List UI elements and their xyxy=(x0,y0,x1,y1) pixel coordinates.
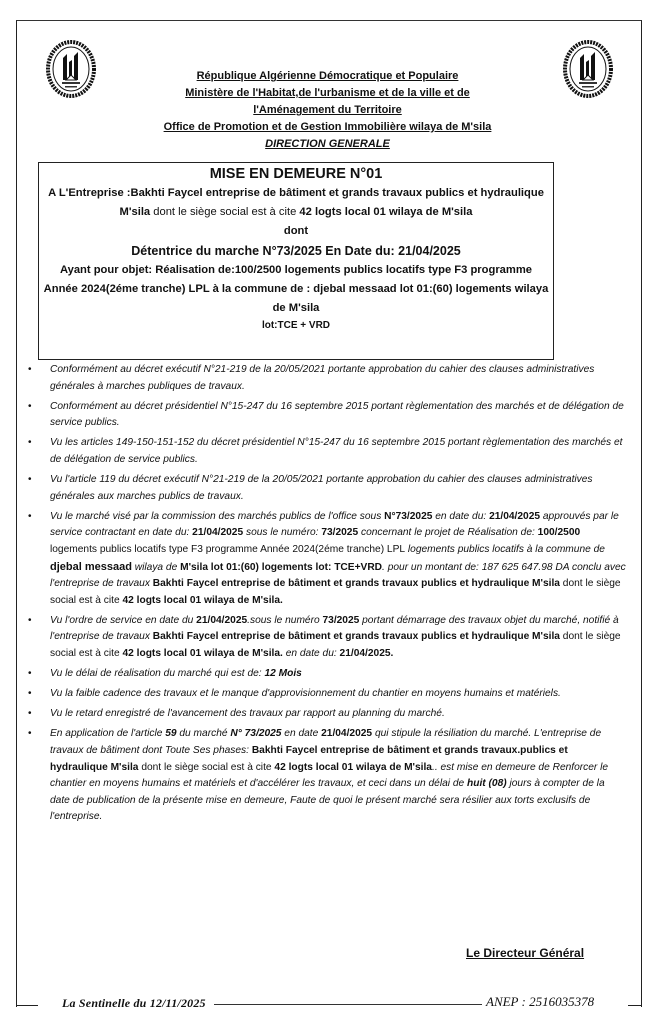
duration: 12 Mois xyxy=(264,668,302,680)
item-text: Vu l'article 119 du décret exécutif N°21-219 de la 20/05/2021 portante approbation du cahier des clauses administratives générales aux marches publics de travaux. xyxy=(50,474,593,502)
commune-name: djebal messaad xyxy=(50,560,132,573)
lot-detail: M'sila lot 01:(60) logements lot: TCE+VRD xyxy=(180,561,383,573)
notice-title: MISE EN DEMEURE N°01 xyxy=(209,166,383,182)
notice-addressee xyxy=(39,184,553,222)
item-text: wilaya de xyxy=(131,561,181,573)
opgi-emblem-left-icon xyxy=(46,40,96,98)
frame-corner-right xyxy=(628,1005,641,1006)
market-number: N°73/2025 xyxy=(384,510,433,522)
header-direction: DIRECTION GENERALE xyxy=(265,138,390,150)
addressee-prefix: A L'Entreprise : xyxy=(48,187,131,199)
frame-corner-left xyxy=(16,1005,38,1006)
header-ministry: Ministère de l'Habitat,de l'urbanisme et de la ville et de xyxy=(185,87,470,99)
footer-divider xyxy=(214,1004,482,1005)
list-item xyxy=(26,726,626,826)
notice-dont: dont xyxy=(283,225,309,237)
item-text: dont le siège social est à cite xyxy=(50,578,621,606)
list-item xyxy=(26,509,626,610)
header-ministry-cont: l'Aménagement du Territoire xyxy=(253,104,402,116)
amount-text: . pour un montant de: 187 625 647.98 DA conclu avec l'entreprise de travaux xyxy=(50,561,626,590)
list-item xyxy=(26,706,626,723)
seat-prefix: dont le siège social est à cite xyxy=(150,206,300,218)
signature-title: Le Directeur Général xyxy=(466,946,585,960)
item-text: Vu le délai de réalisation du marché qui est de: xyxy=(50,668,265,680)
company-name: Bakhti Faycel entreprise de bâtiment et grands travaux publics et hydraulique M'sila xyxy=(119,187,544,218)
opgi-emblem-right-icon xyxy=(563,40,613,98)
notice-box xyxy=(38,162,554,360)
market-number: N° 73/2025 xyxy=(230,728,282,740)
seat-address: 42 logts local 01 wilaya de M'sila. xyxy=(122,594,283,606)
housing-count: 100/2500 xyxy=(537,527,581,539)
item-text: .. est mise en demeure de Renforcer le chantier en moyens humains et matériels et d'accélérer les travaux, et ceci dans un délai de xyxy=(50,761,609,790)
notice-lot: lot:TCE + VRD xyxy=(261,320,331,331)
item-text: en date xyxy=(281,728,322,740)
list-item xyxy=(26,666,626,683)
date: 21/04/2025 xyxy=(192,527,244,539)
market-number: 73/2025 xyxy=(321,527,359,539)
bullet-icon: • xyxy=(28,708,32,720)
date: 21/04/2025 xyxy=(321,728,373,740)
item-text: Vu le retard enregistré de l'avancement des travaux par rapport au planning du marché. xyxy=(50,708,445,720)
item-text: concernant le projet de Réalisation de: xyxy=(358,527,538,539)
header-republic: République Algérienne Démocratique et Populaire xyxy=(196,70,459,82)
item-text: portant démarrage des travaux objet du marché, notifié à l'entreprise de travaux xyxy=(50,614,619,643)
notice-holder-line: Détentrice du marche N°73/2025 En Date du: 21/04/2025 xyxy=(131,244,461,258)
seat-address: 42 logts local 01 wilaya de M'sila. xyxy=(122,648,283,659)
list-item xyxy=(26,686,626,703)
order-number: 73/2025 xyxy=(322,614,360,626)
bullet-icon: • xyxy=(28,688,32,700)
list-item xyxy=(26,613,626,663)
item-text: Vu le marché visé par la commission des marchés publics de l'office sous xyxy=(50,510,385,522)
item-text: logements publics locatifs à la commune de xyxy=(405,543,605,555)
letterhead xyxy=(100,68,555,153)
item-text: jours à compter de la date de publication de la présente mise en demeure, Faute de quoi le présent marché sera résilier aux torts exclusifs de l'entreprise. xyxy=(50,778,605,823)
item-text: Vu la faible cadence des travaux et le manque d'approvisionnement du chantier en moyens humains et matériels. xyxy=(50,688,561,700)
item-text: dont le siège social est à cite xyxy=(138,761,275,773)
header-office: Office de Promotion et de Gestion Immobilière wilaya de M'sila xyxy=(163,121,492,133)
publication-info: La Sentinelle du 12/11/2025 xyxy=(62,996,206,1010)
item-text: qui stipule la résiliation du marché. L'entreprise de travaux de bâtiment dont Toute Ses phases: xyxy=(50,728,602,756)
item-text: du marché xyxy=(176,728,231,740)
item-text: en date du: xyxy=(432,510,490,522)
item-text: dont le siège social est à cite xyxy=(50,631,621,659)
seat-address: 42 logts local 01 wilaya de M'sila xyxy=(274,761,432,773)
list-item xyxy=(26,472,626,505)
bullet-icon: • xyxy=(28,614,32,626)
item-text: Vu les articles 149-150-151-152 du décret présidentiel N°15-247 du 16 septembre 2015 portant règlementation des marchés et de délégation de service publics. xyxy=(50,437,623,465)
company-name: Bakhti Faycel entreprise de bâtiment et grands travaux.publics et hydraulique M'sila xyxy=(50,744,568,773)
considerations-list xyxy=(26,362,626,829)
date: 21/04/2025 xyxy=(196,614,248,626)
bullet-icon: • xyxy=(28,728,32,740)
item-text: Conformément au décret présidentiel N°15-247 du 16 septembre 2015 portant règlementation des marchés et de délégation de service publics. xyxy=(50,400,624,429)
item-text: Vu l'ordre de service en date du xyxy=(50,614,197,626)
bullet-icon: • xyxy=(28,364,32,375)
bullet-icon: • xyxy=(28,510,32,522)
company-name: Bakhti Faycel entreprise de bâtiment et grands travaux publics et hydraulique M'sila xyxy=(152,631,560,643)
anep-reference: ANEP : 2516035378 xyxy=(486,994,595,1009)
bullet-icon: • xyxy=(28,474,32,486)
item-text: en date du: xyxy=(282,648,340,659)
list-item xyxy=(26,399,626,432)
item-text: .sous le numéro xyxy=(247,614,323,626)
date: 21/04/2025 xyxy=(489,510,541,522)
bullet-icon: • xyxy=(28,668,32,680)
item-text: Conformément au décret exécutif N°21-219 de la 20/05/2021 portante approbation du cahier des clauses administratives générales à marches publiques de travaux. xyxy=(50,364,595,392)
bullet-icon: • xyxy=(28,400,32,412)
deadline-days: huit (08) xyxy=(467,778,507,790)
article-number: 59 xyxy=(165,728,177,740)
bullet-icon: • xyxy=(28,437,32,449)
list-item xyxy=(26,362,626,395)
notice-object: Ayant pour objet: Réalisation de:100/2500 logements publics locatifs type F3 programme Année 2024(2éme tranche) LPL à la commune de : djebal messaad lot 01:(60) logements wilaya de M'sila xyxy=(43,264,549,314)
item-text: logements publics locatifs type F3 programme Année 2024(2éme tranche) LPL xyxy=(50,543,406,555)
item-text: sous le numéro: xyxy=(243,527,322,539)
seat-address: 42 logts local 01 wilaya de M'sila xyxy=(299,206,473,218)
company-name: Bakhti Faycel entreprise de bâtiment et grands travaux publics et hydraulique M'sila xyxy=(152,578,560,590)
item-text: En application de l'article xyxy=(50,728,166,740)
item-text: approuvés par le service contractant en date du: xyxy=(50,510,619,539)
date: 21/04/2025. xyxy=(339,648,394,659)
list-item xyxy=(26,435,626,468)
